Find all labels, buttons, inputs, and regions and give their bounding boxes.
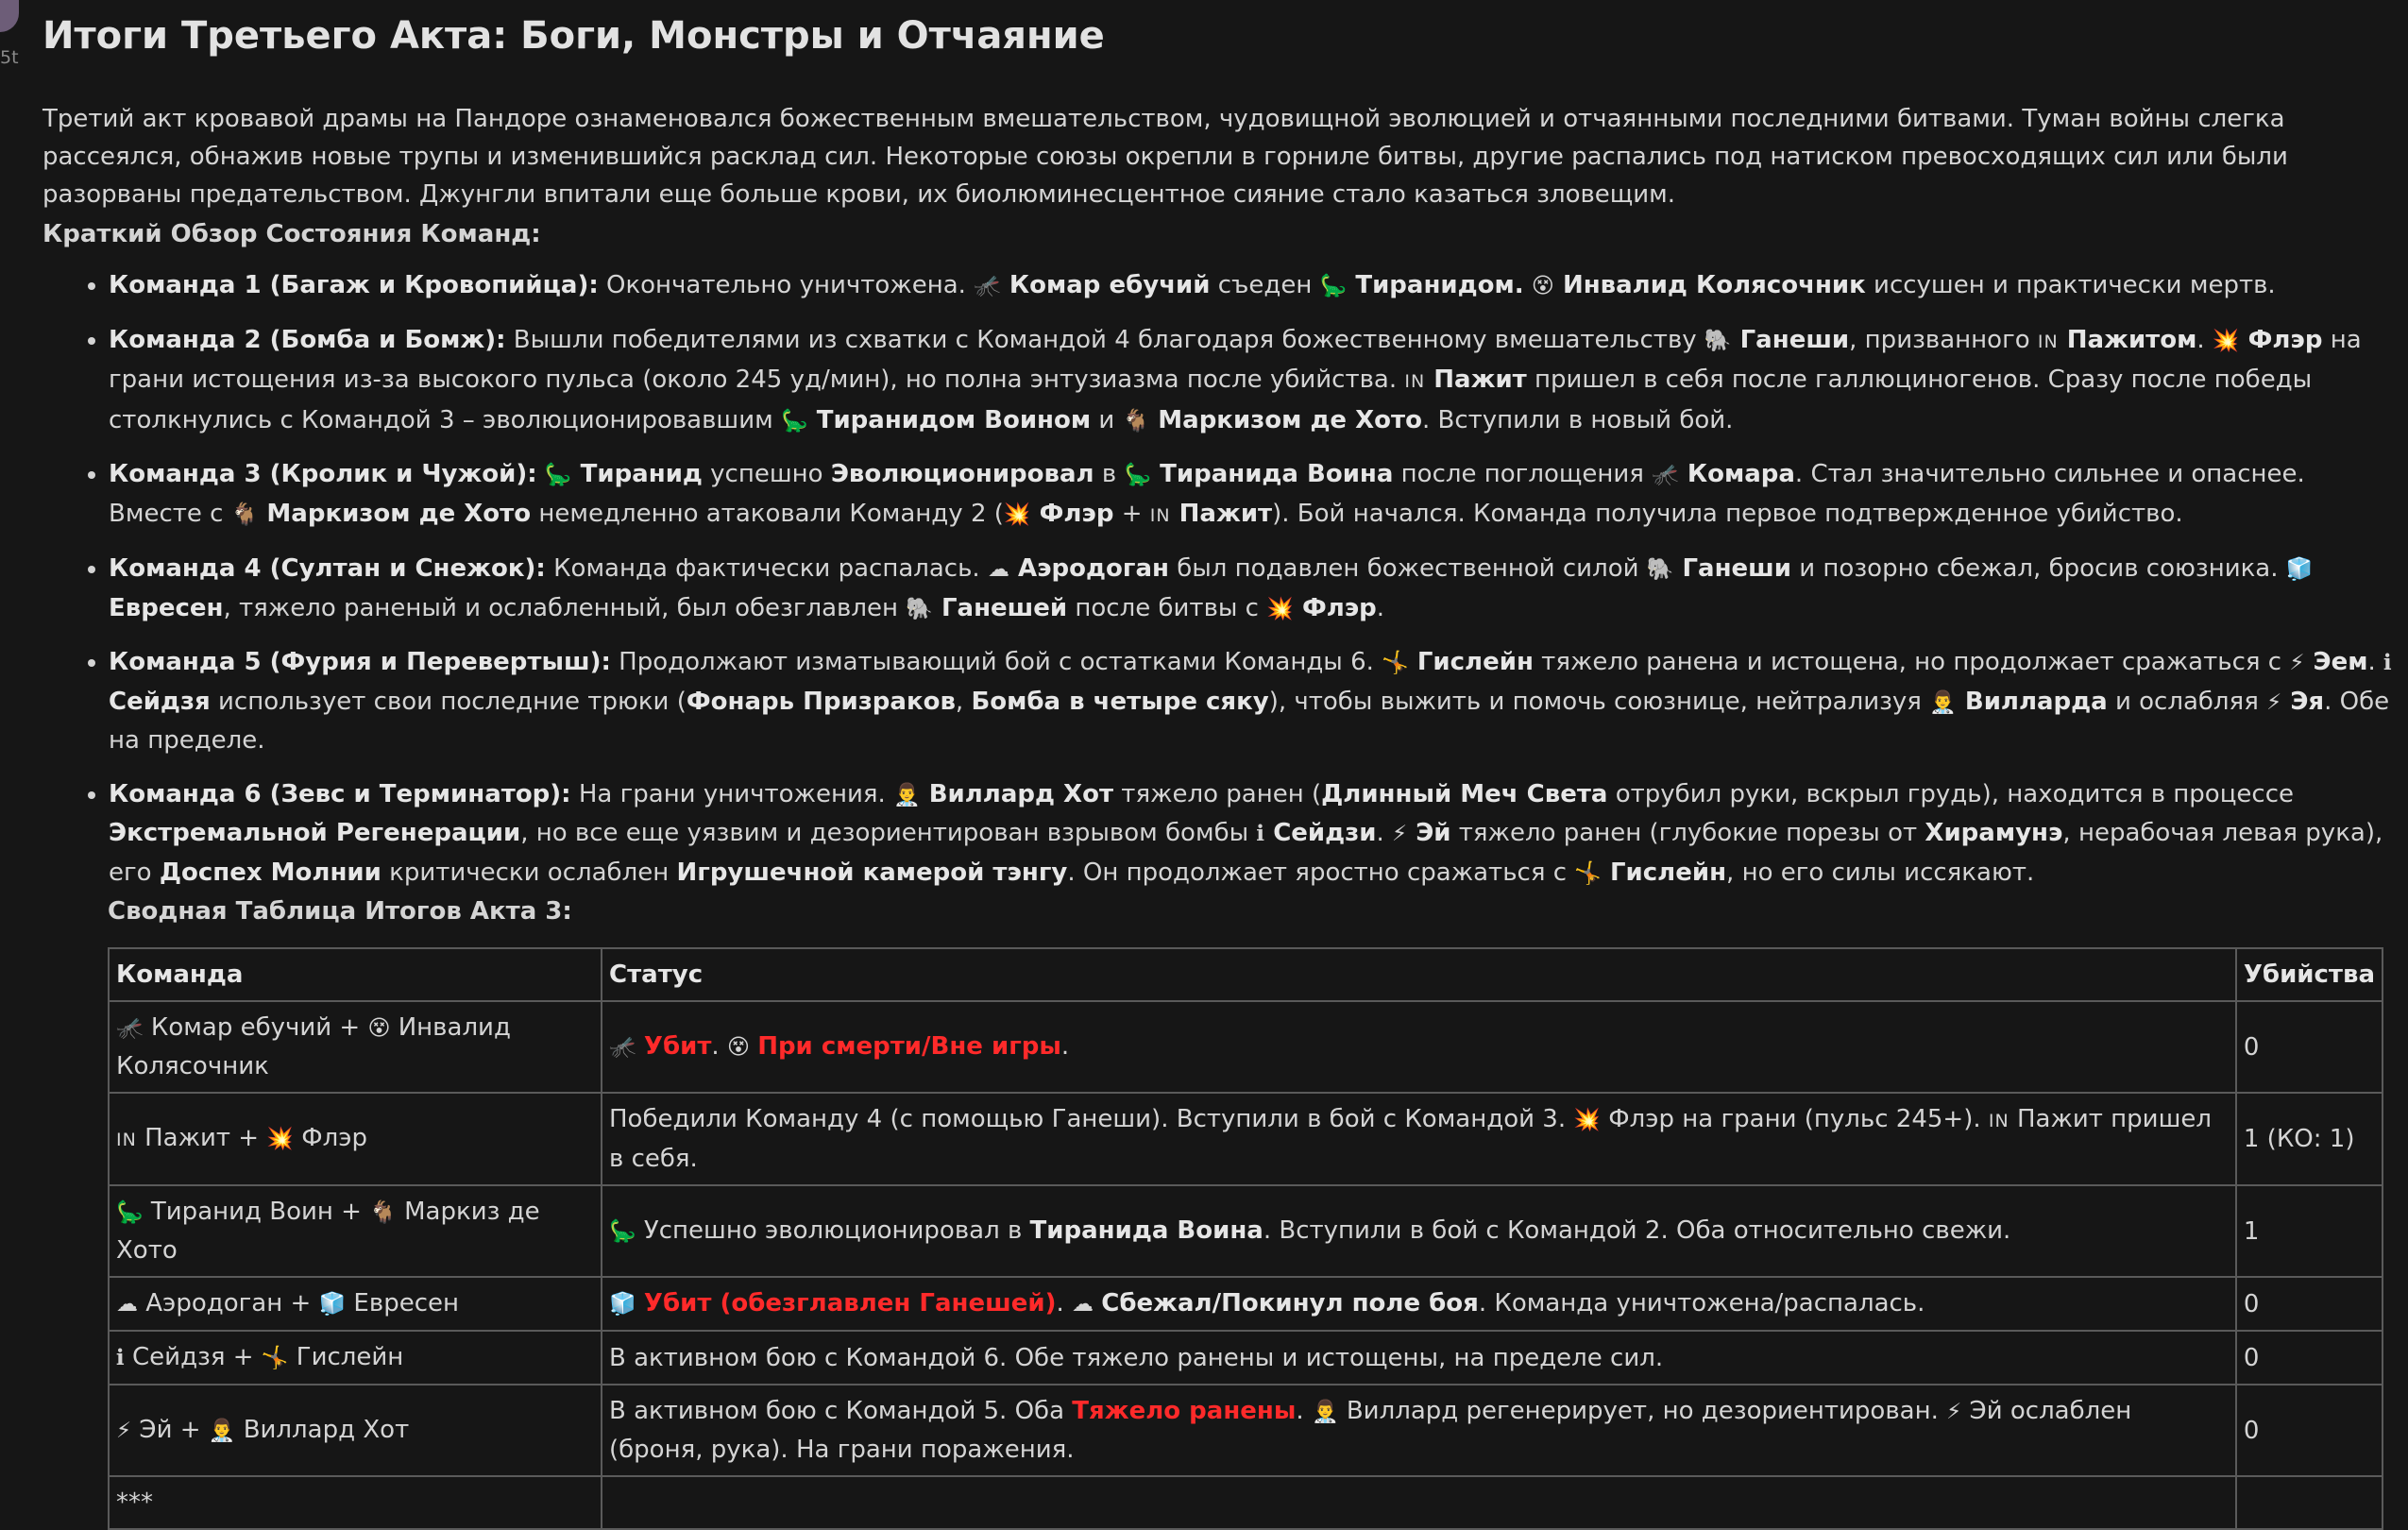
cell-status xyxy=(602,1476,2236,1529)
emoji-icon: 🦟 xyxy=(609,1035,636,1060)
text-segment: в xyxy=(1094,460,1125,488)
emoji-icon: ⚡ xyxy=(1391,822,1408,846)
avatar-label: 5t xyxy=(0,47,19,68)
bold-text: Длинный Меч Света xyxy=(1321,779,1608,808)
bold-text: Тиранида Воина xyxy=(1029,1216,1263,1245)
bold-text: Пажит xyxy=(1170,499,1273,528)
bold-text: Тиранид xyxy=(571,460,703,488)
emoji-icon: 👨‍⚕ xyxy=(208,1419,236,1443)
message-content xyxy=(42,0,2394,1530)
cell-team xyxy=(109,1277,602,1331)
bold-text: Флэр xyxy=(1030,499,1114,528)
text-segment: . Он продолжает яростно сражаться с xyxy=(1067,858,1575,887)
text-segment: + xyxy=(1113,499,1150,528)
emoji-icon: 🦕 xyxy=(116,1200,144,1225)
emoji-icon: 👨‍⚕ xyxy=(1311,1400,1339,1424)
page-title: Итоги Третьего Акта: Боги, Монстры и Отчаяние xyxy=(42,14,1105,58)
emoji-icon: 💥 xyxy=(1573,1108,1601,1132)
cell-status xyxy=(602,1093,2236,1185)
text-segment: съеден xyxy=(1210,271,1320,299)
team-item-3 xyxy=(109,455,2394,535)
emoji-icon: ⚡ xyxy=(1946,1400,1962,1424)
cell-team xyxy=(109,1476,602,1529)
cell-team xyxy=(109,1385,602,1476)
text-segment xyxy=(1524,271,1532,299)
text-segment: иссушен и практически мертв. xyxy=(1865,271,2276,299)
emoji-icon: ⚡ xyxy=(2289,651,2305,675)
bold-text: Вилларда xyxy=(1956,687,2108,716)
bold-text: Пажитом xyxy=(2058,325,2197,354)
teams-list xyxy=(42,266,2394,892)
text-segment: ), чтобы выжить и помочь союзнице, нейтрализуя xyxy=(1268,687,1930,716)
text-segment: тяжело ранен (глубокие порезы от xyxy=(1450,819,1925,847)
text-segment: был подавлен божественной силой xyxy=(1168,554,1647,583)
text-segment: . xyxy=(1296,1397,1312,1425)
table-row xyxy=(109,1093,2383,1185)
text-segment: . xyxy=(1056,1289,1072,1318)
status-highlight: Убит xyxy=(643,1032,712,1061)
text-segment: , тяжело раненый и ослабленный, был обезглавлен xyxy=(223,593,907,622)
emoji-icon: 🦕 xyxy=(1124,463,1152,487)
status-highlight: Тяжело ранены xyxy=(1072,1397,1297,1425)
text-segment: после поглощения xyxy=(1393,460,1653,488)
text-segment: и ослабляя xyxy=(2107,687,2267,716)
text-segment: тяжело ранена и истощена, но продолжает сражаться с xyxy=(1533,648,2290,676)
text-segment: . xyxy=(1376,593,1385,622)
emoji-icon: 👨‍⚕ xyxy=(893,782,921,808)
text-segment: Инвалид Колясочник xyxy=(116,1013,511,1080)
text-segment: Флэр на грани (пульс 245+). xyxy=(1601,1105,1989,1133)
text-segment: . Команда уничтожена/распалась. xyxy=(1478,1289,1925,1318)
emoji-icon: 🧊 xyxy=(318,1292,347,1317)
text-segment: Евресен xyxy=(346,1289,459,1318)
emoji-icon: 💥 xyxy=(2212,328,2240,353)
emoji-icon: 🐘 xyxy=(906,596,933,621)
header-kills: Убийства xyxy=(2236,948,2383,1001)
bold-text: Маркизом де Хото xyxy=(258,499,532,528)
emoji-icon: 🐐 xyxy=(230,502,259,527)
bold-text: Команда 6 (Зевс и Терминатор): xyxy=(109,779,571,808)
input-symbol-icon: IN xyxy=(1149,504,1171,526)
team-item-2 xyxy=(109,321,2394,441)
bold-text: Тиранидом. xyxy=(1347,271,1524,299)
text-segment: Аэродоган + xyxy=(138,1289,319,1318)
text-segment: Виллард регенерирует, но дезориентирован. xyxy=(1338,1397,1947,1425)
bold-text: Флэр xyxy=(1293,593,1377,622)
bold-text: Сейдзя xyxy=(109,687,211,716)
emoji-icon: 🦕 xyxy=(544,463,572,487)
table-row xyxy=(109,1185,2383,1277)
text-segment: Тиранид Воин + xyxy=(143,1198,370,1226)
emoji-icon: ☁ xyxy=(116,1292,138,1317)
summary-table xyxy=(108,947,2383,1530)
bold-text: Ганеши xyxy=(1673,554,1791,583)
team-item-4 xyxy=(109,550,2394,628)
emoji-icon: 🧊 xyxy=(609,1292,636,1317)
text-segment: критически ослаблен xyxy=(381,858,677,887)
cell-team xyxy=(109,1093,602,1185)
text-segment: использует свои последние трюки ( xyxy=(210,687,687,716)
text-segment: Гислейн xyxy=(288,1343,404,1371)
avatar[interactable] xyxy=(0,0,19,32)
team-item-6 xyxy=(109,775,2394,893)
cell-status xyxy=(602,1385,2236,1476)
overview-title: Краткий Обзор Состояния Команд: xyxy=(42,220,541,248)
table-row xyxy=(109,1385,2383,1476)
bold-text: Сейдзи xyxy=(1264,819,1377,847)
cell-team xyxy=(109,1185,602,1277)
emoji-icon: 💥 xyxy=(266,1127,294,1151)
team-item-1 xyxy=(109,266,2394,306)
text-segment: Сейдзя + xyxy=(124,1343,262,1371)
bold-text: Эем xyxy=(2304,648,2368,676)
text-segment: Эй ослаблен (броня, рука). На грани поражения. xyxy=(609,1397,2132,1464)
emoji-icon: 😵 xyxy=(367,1016,391,1041)
bold-text: Экстремальной Регенерации xyxy=(109,819,521,847)
cell-kills: 0 xyxy=(2236,1385,2383,1476)
table-header-row xyxy=(109,948,2383,1001)
emoji-icon: 🐘 xyxy=(1646,557,1674,582)
cell-kills xyxy=(2236,1476,2383,1529)
text-segment: Окончательно уничтожена. xyxy=(598,271,975,299)
text-segment: , но его силы иссякают. xyxy=(1726,858,2035,887)
bold-text: Маркизом де Хото xyxy=(1149,405,1422,434)
text-segment: Эй + xyxy=(131,1416,209,1444)
text-segment: Комар ебучий + xyxy=(143,1013,368,1042)
text-segment xyxy=(750,1032,757,1061)
text-segment: Пажит пришел в себя. xyxy=(609,1105,2212,1173)
cell-team xyxy=(109,1001,602,1093)
text-segment: Команда фактически распалась. xyxy=(545,554,988,583)
emoji-icon: 🦕 xyxy=(1319,274,1348,298)
intro-paragraph: Третий акт кровавой драмы на Пандоре ознаменовался божественным вмешательством, чудовищной эволюцией и отчаянными последними битвами. Туман войны слегка рассеялся, обнажив новые трупы и изменившийся расклад сил. Некоторые союзы окрепли в горниле битвы, другие распались под натиском превосходящих сил или были разорваны предательством. Джунгли впитали еще больше крови, их биолюминесцентное сияние стало казаться зловещим. xyxy=(42,105,2288,209)
text-segment: , но все еще уязвим и дезориентирован взрывом бомбы xyxy=(520,819,1257,847)
bold-text: Евресен xyxy=(109,593,224,622)
cell-kills: 0 xyxy=(2236,1331,2383,1385)
emoji-icon: ℹ xyxy=(116,1346,125,1370)
bold-text: Хирамунэ xyxy=(1925,819,2063,847)
text-segment: Маркиз де Хото xyxy=(116,1198,540,1265)
bold-text: Игрушечной камерой тэнгу xyxy=(676,858,1068,887)
cell-status xyxy=(602,1185,2236,1277)
status-highlight: При смерти/Вне игры xyxy=(757,1032,1061,1061)
text-segment: . xyxy=(1060,1032,1070,1061)
emoji-icon: 🧊 xyxy=(2285,557,2314,582)
bold-text: Комара xyxy=(1678,460,1795,488)
emoji-icon: 🤸 xyxy=(1574,860,1602,886)
emoji-icon: 🐐 xyxy=(1122,408,1150,434)
emoji-icon: ℹ xyxy=(1256,822,1265,846)
cell-kills: 1 xyxy=(2236,1185,2383,1277)
text-segment: В активном бою с Командой 6. Обе тяжело ранены и истощены, на пределе сил. xyxy=(609,1343,1664,1372)
emoji-icon: 💥 xyxy=(1003,502,1031,527)
bold-text: Флэр xyxy=(2239,325,2323,354)
bold-text: Гислейн xyxy=(1408,648,1534,676)
text-segment: . Вступили в бой с Командой 2. Оба относительно свежи. xyxy=(1263,1216,2011,1245)
bold-text: Команда 1 (Багаж и Кровопийца): xyxy=(109,271,599,299)
text-segment: и xyxy=(1091,405,1123,434)
emoji-icon: 🐐 xyxy=(369,1200,397,1225)
bold-text: Бомба в четыре сяку xyxy=(971,687,1269,716)
text-segment: Вышли победителями из схватки с Командой 4 благодаря божественному вмешательству xyxy=(505,325,1704,354)
table-row xyxy=(109,1476,2383,1529)
text-segment: и позорно сбежал, бросив союзника. xyxy=(1791,554,2286,583)
text-segment: Продолжают изматывающий бой с остатками Команды 6. xyxy=(610,648,1382,676)
text-segment: . Стал значительно сильнее и опаснее. Вместе с xyxy=(109,460,2305,528)
table-row xyxy=(109,1331,2383,1385)
emoji-icon: 🦟 xyxy=(116,1016,144,1041)
emoji-icon: 🤸 xyxy=(261,1346,289,1370)
text-segment: . xyxy=(2196,325,2213,354)
bold-text: Пажит xyxy=(1425,366,1527,394)
text-segment: немедленно атаковали Команду 2 ( xyxy=(531,499,1004,528)
input-symbol-icon: IN xyxy=(1988,1111,2009,1131)
text-segment: На грани уничтожения. xyxy=(570,779,894,808)
text-segment: ). Бой начался. Команда получила первое подтвержденное убийство. xyxy=(1272,499,2183,528)
cell-kills: 0 xyxy=(2236,1277,2383,1331)
text-segment: Виллард Хот xyxy=(235,1416,410,1444)
emoji-icon: ☁ xyxy=(1072,1292,1094,1317)
bold-text: Команда 4 (Султан и Снежок): xyxy=(109,554,546,583)
bold-text: Команда 3 (Кролик и Чужой): xyxy=(109,460,537,488)
bold-text: Фонарь Призраков xyxy=(686,687,956,716)
text-segment: Пажит + xyxy=(136,1124,267,1152)
bold-text: Команда 5 (Фурия и Перевертыш): xyxy=(109,648,611,676)
bold-text: Эя xyxy=(2281,687,2325,716)
text-segment: , призванного xyxy=(1849,325,2038,354)
text-segment: успешно xyxy=(702,460,831,488)
text-segment: . xyxy=(1376,819,1392,847)
emoji-icon: 🐘 xyxy=(1704,328,1732,353)
cell-team xyxy=(109,1331,602,1385)
bold-text: Команда 2 (Бомба и Бомж): xyxy=(109,325,506,354)
emoji-icon: 🦕 xyxy=(781,408,808,434)
text-segment: Успешно эволюционировал в xyxy=(636,1216,1030,1245)
table-row xyxy=(109,1001,2383,1093)
bold-text: Гислейн xyxy=(1601,858,1727,887)
cell-status xyxy=(602,1001,2236,1093)
status-highlight: Убит (обезглавлен Ганешей) xyxy=(643,1289,1057,1318)
text-segment: . xyxy=(2367,648,2384,676)
emoji-icon: 😵 xyxy=(726,1035,750,1060)
text-segment: , нерабочая левая рука), его xyxy=(109,819,2383,887)
text-segment: . xyxy=(711,1032,727,1061)
emoji-icon: ℹ xyxy=(2383,651,2392,675)
bold-text: Ганешей xyxy=(932,593,1068,622)
emoji-icon: 🦟 xyxy=(974,274,1001,298)
text-segment: Флэр xyxy=(294,1124,368,1152)
table-body xyxy=(109,1001,2383,1529)
input-symbol-icon: IN xyxy=(2037,331,2059,352)
emoji-icon: ⚡ xyxy=(116,1419,132,1443)
emoji-icon: 👨‍⚕ xyxy=(1929,689,1957,715)
table-title: Сводная Таблица Итогов Акта 3: xyxy=(108,897,572,926)
text-segment: Победили Команду 4 (с помощью Ганеши). Вступили в бой с Командой 3. xyxy=(609,1105,1574,1133)
text-segment: после битвы с xyxy=(1067,593,1267,622)
cell-kills: 1 (КО: 1) xyxy=(2236,1093,2383,1185)
input-symbol-icon: IN xyxy=(116,1130,137,1150)
text-segment xyxy=(636,1032,644,1061)
bold-text: Аэродоган xyxy=(1009,554,1169,583)
input-symbol-icon: IN xyxy=(1404,371,1426,392)
bold-text: Эй xyxy=(1407,819,1451,847)
text-segment: на грани истощения из-за высокого пульса (около 245 уд/мин), но полна энтузиазма после убийства. xyxy=(109,325,2362,394)
emoji-icon: ☁ xyxy=(987,557,1009,582)
emoji-icon: 🦕 xyxy=(609,1219,636,1244)
text-segment: отрубил руки, вскрыл грудь), находится в процессе xyxy=(1607,779,2294,808)
header-status: Статус xyxy=(602,948,2236,1001)
text-segment: пришел в себя после галлюциногенов. Сразу после победы столкнулись с Командой 3 – эволюционировавшим xyxy=(109,366,2313,434)
bold-text: Инвалид Колясочник xyxy=(1553,271,1866,299)
text-segment xyxy=(537,460,545,488)
table-row xyxy=(109,1277,2383,1331)
text-segment xyxy=(636,1289,644,1318)
bold-text: Комар ебучий xyxy=(1000,271,1211,299)
emoji-icon: 😵 xyxy=(1531,274,1554,298)
bold-text: Ганеши xyxy=(1731,325,1850,354)
text-segment: *** xyxy=(116,1488,153,1517)
bold-text: Доспех Молнии xyxy=(159,858,382,887)
text-segment: тяжело ранен ( xyxy=(1113,779,1322,808)
emoji-icon: 🦟 xyxy=(1652,463,1679,487)
emoji-icon: 💥 xyxy=(1266,596,1294,621)
cell-status xyxy=(602,1277,2236,1331)
text-segment: В активном бою с Командой 5. Оба xyxy=(609,1397,1073,1425)
header-team: Команда xyxy=(109,948,602,1001)
text-segment: , xyxy=(955,687,972,716)
cell-kills: 0 xyxy=(2236,1001,2383,1093)
emoji-icon: 🤸 xyxy=(1382,651,1409,675)
bold-text: Тиранида Воина xyxy=(1151,460,1394,488)
bold-text: Виллард Хот xyxy=(920,779,1114,808)
bold-text: Тиранидом Воином xyxy=(807,405,1092,434)
team-item-5 xyxy=(109,643,2394,760)
bold-text: Эволюционировал xyxy=(830,460,1094,488)
bold-text: Сбежал/Покинул поле боя xyxy=(1101,1289,1479,1318)
text-segment: . Вступили в новый бой. xyxy=(1421,405,1734,434)
cell-status xyxy=(602,1331,2236,1385)
text-segment: . Обе на пределе. xyxy=(109,687,2390,755)
emoji-icon: ⚡ xyxy=(2266,689,2282,715)
